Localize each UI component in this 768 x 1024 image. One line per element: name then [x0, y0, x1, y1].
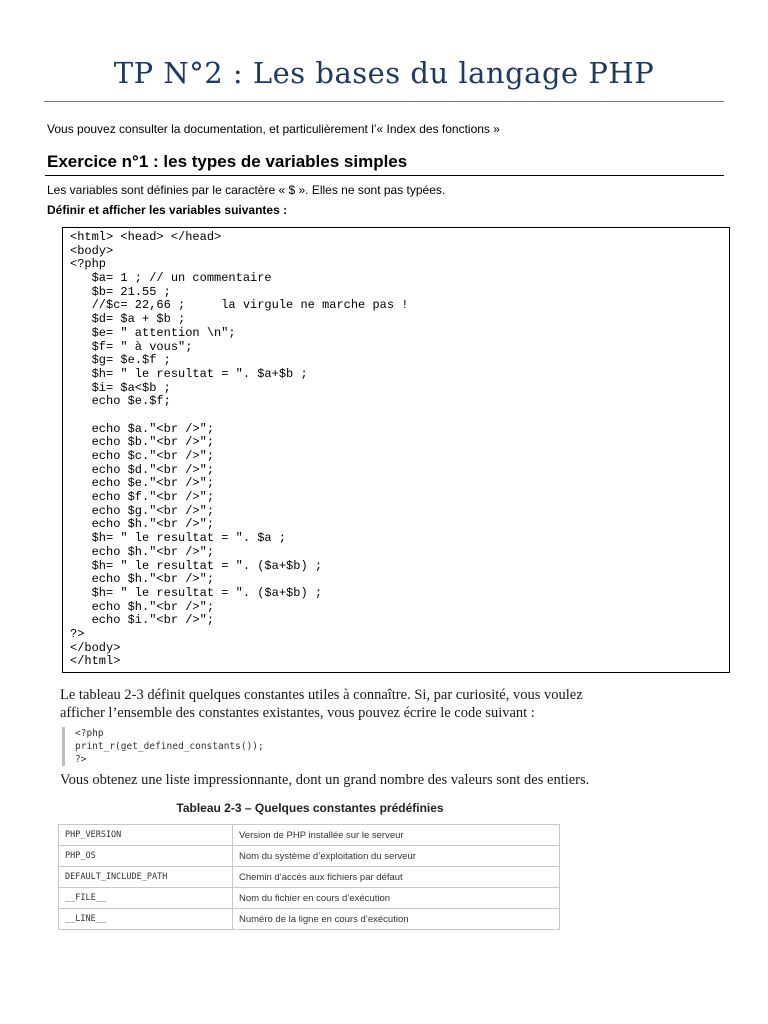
code-line: $h= " le resultat = ". $a+$b ; [70, 366, 308, 381]
variables-description: Les variables sont définies par le caractère « $ ». Elles ne sont pas typées. [47, 183, 446, 197]
table-row [59, 888, 560, 909]
intro-text: Vous pouvez consulter la documentation, et particulièrement l’« Index des fonctions » [47, 122, 500, 136]
code-line: echo $e.$f; [70, 394, 171, 409]
page-title: TP N°2 : Les bases du langage PHP [113, 56, 655, 90]
code-line: $i= $a<$b ; [70, 380, 171, 395]
code-line: $a= 1 ; // un commentaire [70, 271, 272, 286]
code-line: //$c= 22,66 ; la virgule ne marche pas ! [70, 298, 409, 313]
php-code-block [62, 227, 730, 673]
code-line: $e= " attention \n"; [70, 325, 236, 340]
code-line: echo $c."<br />"; [70, 449, 215, 463]
code-line [70, 409, 729, 423]
constant-name: __LINE__ [59, 909, 233, 930]
code-line: </body> [70, 640, 121, 655]
table-row [59, 846, 560, 867]
constants-code-snippet [62, 727, 264, 766]
exercise-heading: Exercice n°1 : les types de variables simples [47, 152, 408, 171]
code-line: echo $h."<br />"; [70, 544, 215, 559]
code-line: echo $h."<br />"; [70, 599, 215, 614]
code-line: $h= " le resultat = ". ($a+$b) ; [70, 585, 323, 600]
code-line: $f= " à vous"; [70, 339, 193, 354]
code-line: $b= 21.55 ; [70, 284, 171, 299]
exercise-instruction: Définir et afficher les variables suivantes : [47, 203, 288, 217]
code-line: <?php [70, 257, 107, 272]
book-paragraph-line-2: afficher l’ensemble des constantes existantes, vous pouvez écrire le code suivant : [60, 705, 535, 721]
book-paragraph-line-1: Le tableau 2-3 définit quelques constantes utiles à connaître. Si, par curiosité, vous voulez [60, 687, 583, 703]
code-line: </html> [70, 654, 121, 669]
constant-name: PHP_VERSION [59, 825, 233, 846]
constant-name: DEFAULT_INCLUDE_PATH [59, 867, 233, 888]
code-line: <body> [70, 243, 114, 258]
constant-description: Nom du système d’exploitation du serveur [233, 846, 560, 867]
code-line: echo $i."<br />"; [70, 613, 215, 628]
code-line: $h= " le resultat = ". $a ; [70, 531, 287, 546]
code-line: echo $b."<br />"; [70, 435, 215, 450]
code-line: echo $d."<br />"; [70, 462, 215, 477]
constant-name: PHP_OS [59, 846, 233, 867]
constant-description: Numéro de la ligne en cours d’exécution [233, 909, 560, 930]
table-caption: Tableau 2-3 – Quelques constantes prédéfinies [176, 801, 444, 815]
code-line: ?> [70, 626, 85, 641]
code-line: $g= $e.$f ; [70, 353, 171, 368]
table-row [59, 909, 560, 930]
constant-description: Chemin d’accès aux fichiers par défaut [233, 867, 560, 888]
table-row [59, 867, 560, 888]
title-underline [44, 101, 724, 102]
code-line: $h= " le resultat = ". ($a+$b) ; [70, 558, 323, 573]
code-line: echo $h."<br />"; [70, 517, 215, 532]
book-paragraph-result: Vous obtenez une liste impressionnante, dont un grand nombre des valeurs sont des entiers. [60, 772, 590, 788]
table-row [59, 825, 560, 846]
code-line: echo $h."<br />"; [70, 572, 215, 587]
code-line: $d= $a + $b ; [70, 312, 186, 327]
code-line: echo $a."<br />"; [70, 421, 215, 436]
code-line: <html> <head> </head> [70, 230, 222, 244]
snippet-line: ?> [75, 754, 87, 765]
snippet-line: <?php [75, 728, 104, 739]
code-line: echo $f."<br />"; [70, 490, 215, 505]
constant-description: Nom du fichier en cours d’exécution [233, 888, 560, 909]
constant-name: __FILE__ [59, 888, 233, 909]
exercise-heading-rule [45, 175, 724, 176]
constants-table [58, 824, 560, 930]
code-line: echo $e."<br />"; [70, 476, 215, 491]
snippet-line: print_r(get_defined_constants()); [75, 741, 264, 752]
constant-description: Version de PHP installée sur le serveur [233, 825, 560, 846]
code-line: echo $g."<br />"; [70, 503, 215, 518]
